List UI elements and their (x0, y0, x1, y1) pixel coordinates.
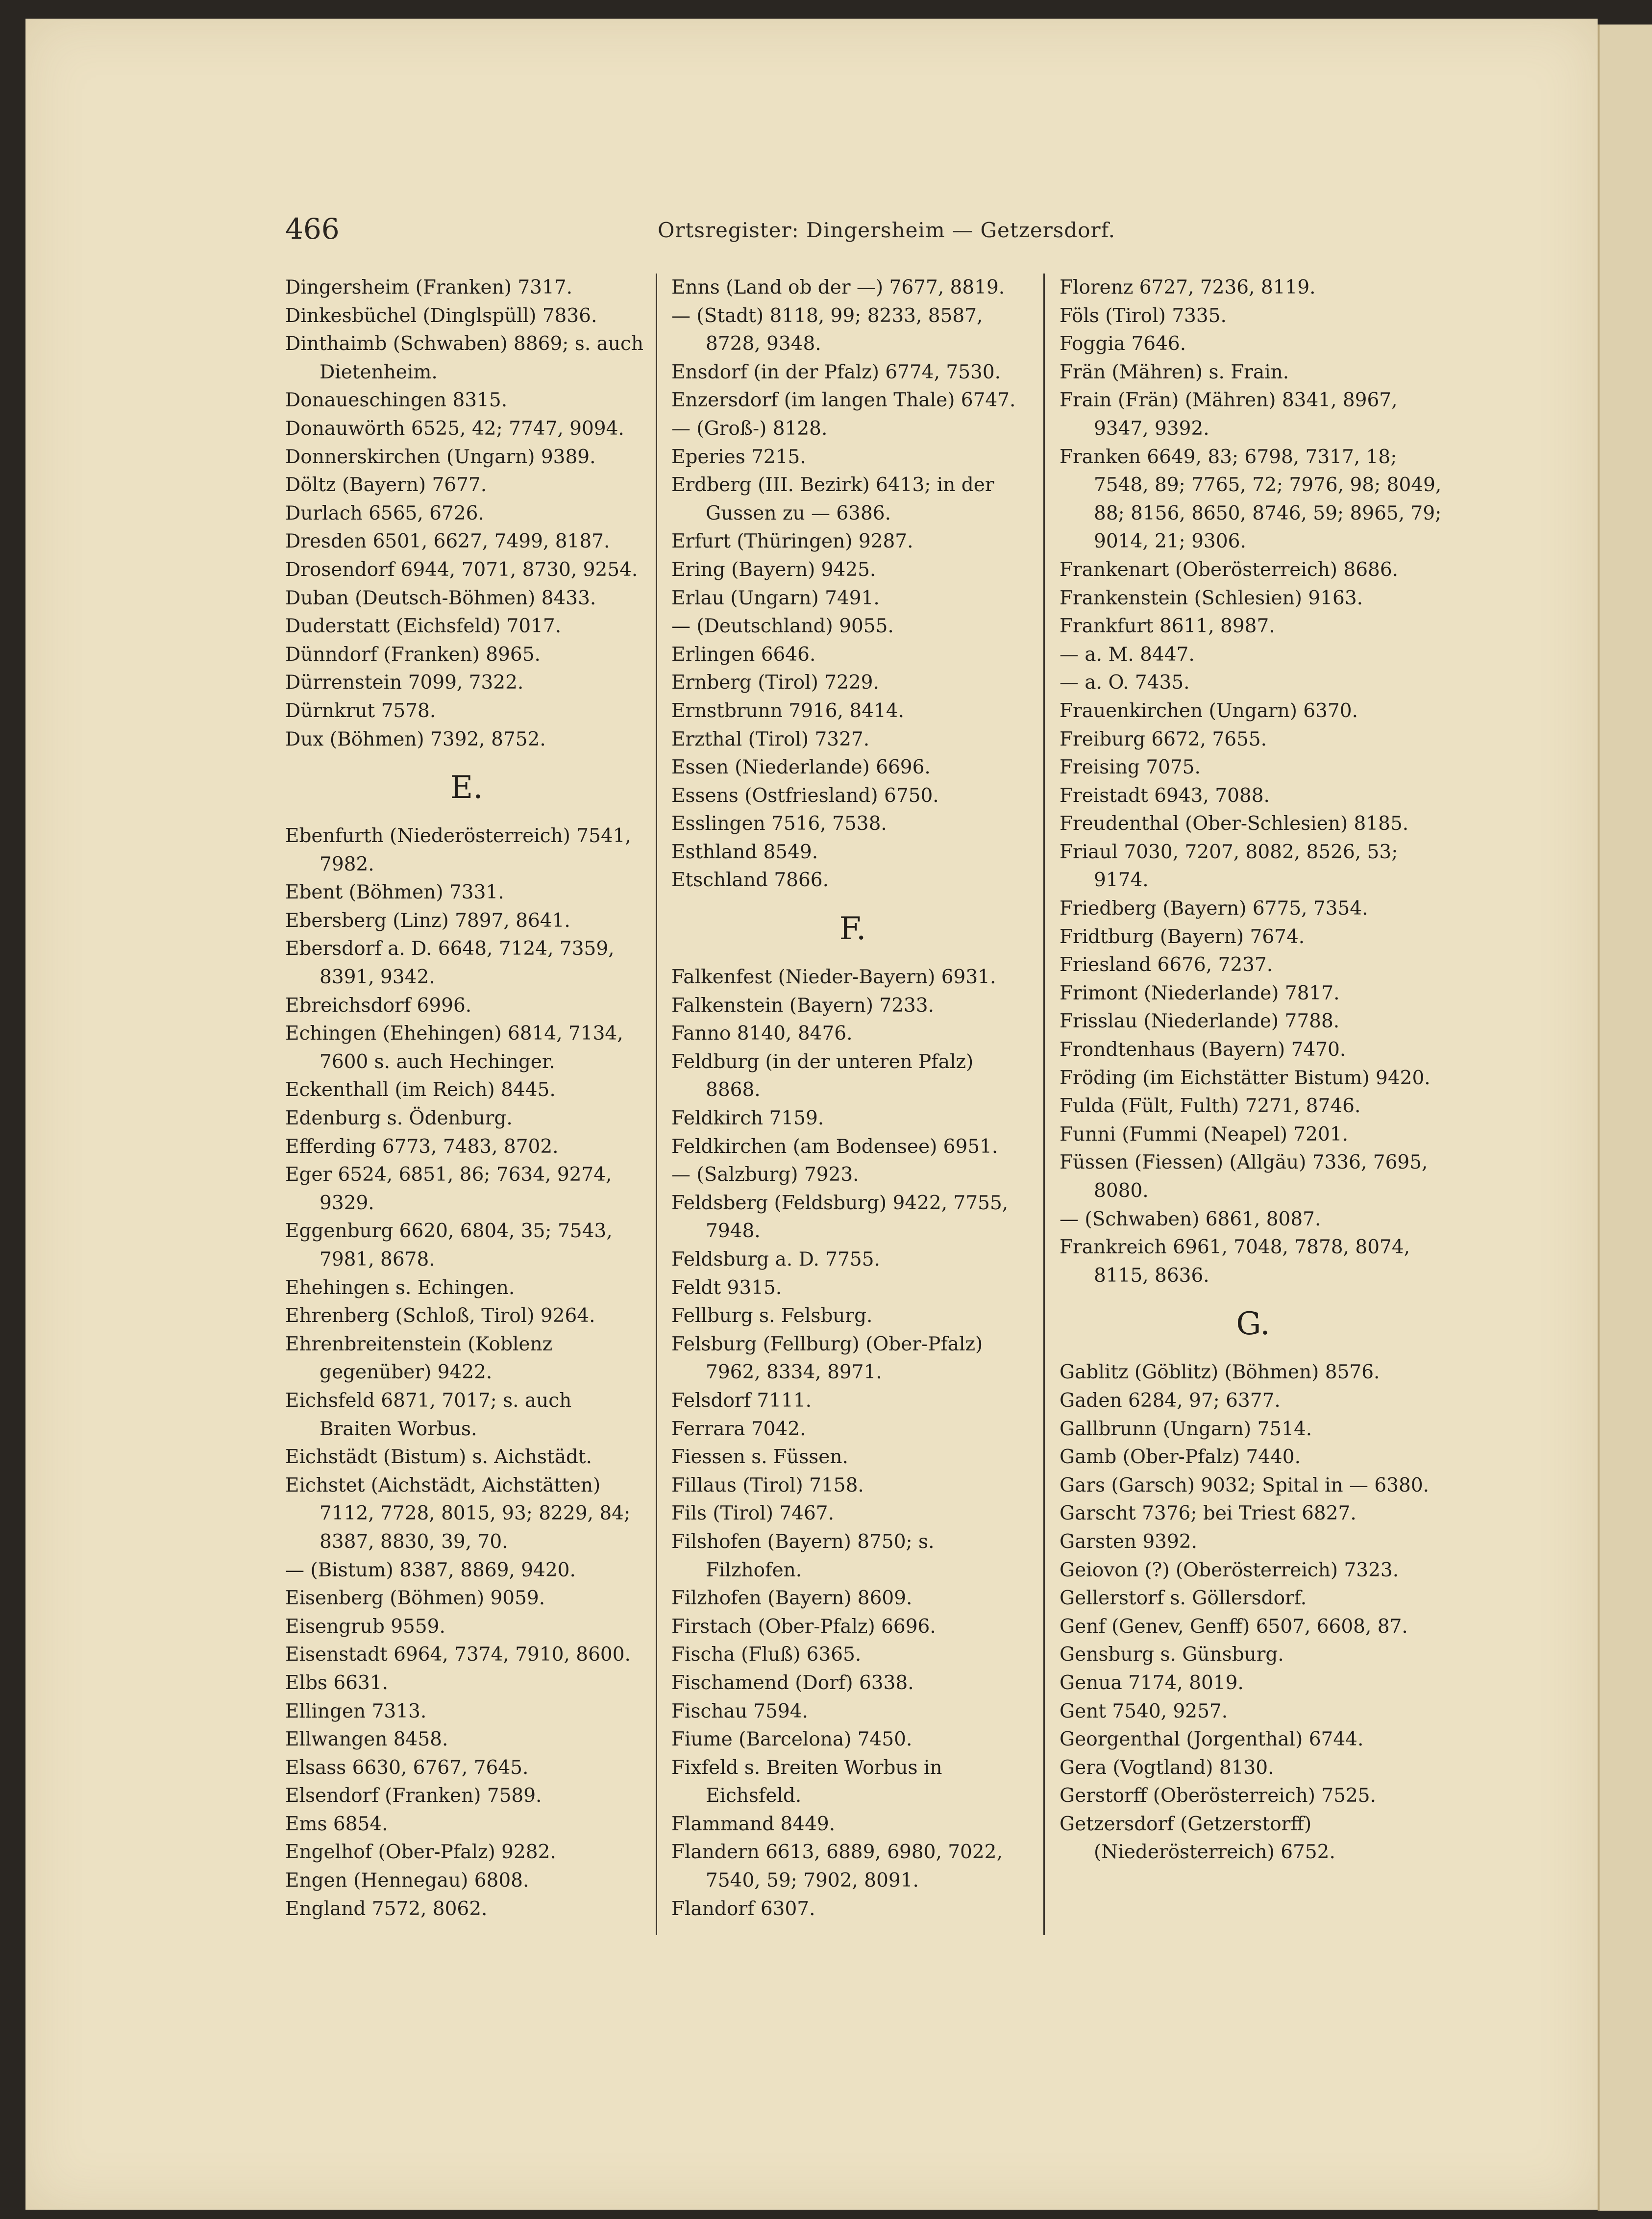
index-entry: Fischamend (Dorf) 6338. (671, 1671, 914, 1694)
index-entry: Dresden 6501, 6627, 7499, 8187. (285, 530, 610, 553)
index-entry: Eckenthall (im Reich) 8445. (285, 1079, 556, 1101)
index-entry: Erfurt (Thüringen) 9287. (671, 530, 913, 553)
adjacent-page-edge (1598, 25, 1652, 2211)
index-entry: Frankenart (Oberösterreich) 8686. (1060, 558, 1399, 581)
index-entry: Falkenfest (Nieder-Bayern) 6931. (671, 966, 996, 989)
index-entry: Felsburg (Fellburg) (Ober-Pfalz) 7962, 8334, 8971. (671, 1333, 983, 1384)
index-entry: Enzersdorf (im langen Thale) 6747. (671, 389, 1016, 412)
index-entry: Firstach (Ober-Pfalz) 6696. (671, 1615, 936, 1638)
index-entry: Getzersdorf (Getzerstorff) (Niederösterreich) 6752. (1060, 1813, 1335, 1864)
index-entry: Genua 7174, 8019. (1060, 1671, 1244, 1694)
index-entry: — (Schwaben) 6861, 8087. (1060, 1208, 1321, 1230)
index-entry: Frauenkirchen (Ungarn) 6370. (1060, 699, 1358, 722)
index-entry: Ebenfurth (Niederösterreich) 7541, 7982. (285, 825, 631, 875)
index-entry: Ebreichsdorf 6996. (285, 994, 472, 1017)
index-entry: Gera (Vogtland) 8130. (1060, 1756, 1274, 1779)
index-entry: Feldsburg a. D. 7755. (671, 1248, 880, 1271)
index-entry: Eggenburg 6620, 6804, 35; 7543, 7981, 8678. (285, 1220, 613, 1271)
index-entry: Frankreich 6961, 7048, 7878, 8074, 8115, 8636. (1060, 1236, 1410, 1287)
page-header (25, 212, 1598, 251)
index-entry: Dux (Böhmen) 7392, 8752. (285, 728, 546, 750)
index-entry: Erlau (Ungarn) 7491. (671, 587, 880, 609)
index-entry: Ems 6854. (285, 1813, 388, 1835)
index-entry: Freising 7075. (1060, 756, 1201, 779)
running-title: Ortsregister: Dingersheim — Getzersdorf. (658, 218, 1115, 242)
index-entry: Eisenberg (Böhmen) 9059. (285, 1587, 545, 1610)
index-entry: Ferrara 7042. (671, 1418, 806, 1440)
index-entry: Feldkirchen (am Bodensee) 6951. (671, 1135, 998, 1158)
index-entry: Füssen (Fiessen) (Allgäu) 7336, 7695, 8080. (1060, 1151, 1428, 1202)
index-entry: Dinkesbüchel (Dinglspüll) 7836. (285, 304, 597, 327)
column-divider (656, 274, 657, 1935)
index-entry: Elbs 6631. (285, 1671, 388, 1694)
index-entry: Ebersberg (Linz) 7897, 8641. (285, 909, 570, 932)
index-entry: Duderstatt (Eichsfeld) 7017. (285, 615, 562, 638)
index-entry: Gars (Garsch) 9032; Spital in — 6380. (1060, 1474, 1430, 1496)
index-entry: — (Groß-) 8128. (671, 417, 828, 440)
index-entry: Funni (Fummi (Neapel) 7201. (1060, 1123, 1348, 1146)
index-entry: Fils (Tirol) 7467. (671, 1502, 834, 1525)
index-entry: Garsten 9392. (1060, 1530, 1197, 1553)
index-entry: Essen (Niederlande) 6696. (671, 756, 931, 779)
section-letter-heading: G. (1236, 1306, 1270, 1343)
index-entry: Frisslau (Niederlande) 7788. (1060, 1010, 1340, 1033)
index-entry: Gent 7540, 9257. (1060, 1700, 1228, 1722)
index-entry: Georgenthal (Jorgenthal) 6744. (1060, 1728, 1364, 1751)
index-entry: Gablitz (Göblitz) (Böhmen) 8576. (1060, 1361, 1380, 1384)
index-entry: Eichsfeld 6871, 7017; s. auch Braiten Worbus. (285, 1389, 572, 1440)
index-entry: Flammand 8449. (671, 1813, 836, 1835)
index-entry: Felsdorf 7111. (671, 1389, 812, 1412)
index-entry: Fillaus (Tirol) 7158. (671, 1474, 864, 1496)
index-entry: England 7572, 8062. (285, 1897, 488, 1920)
index-entry: Fanno 8140, 8476. (671, 1022, 853, 1045)
index-entry: Gaden 6284, 97; 6377. (1060, 1389, 1281, 1412)
index-entry: Eger 6524, 6851, 86; 7634, 9274, 9329. (285, 1164, 612, 1214)
index-entry: Gallbrunn (Ungarn) 7514. (1060, 1418, 1312, 1440)
index-entry: Eisengrub 9559. (285, 1615, 445, 1638)
index-entry: Friaul 7030, 7207, 8082, 8526, 53; 9174. (1060, 841, 1398, 892)
index-entry: Franken 6649, 83; 6798, 7317, 18; 7548, 89; 7765, 72; 7976, 98; 8049, 88; 8156, 8650, 8746, 59; 8965, 79; 9014, 21; 9306. (1060, 446, 1442, 553)
index-entry: Ellingen 7313. (285, 1700, 427, 1722)
index-entry: — (Bistum) 8387, 8869, 9420. (285, 1559, 576, 1581)
index-entry: Feldsberg (Feldsburg) 9422, 7755, 7948. (671, 1192, 1009, 1243)
index-entry: Fellburg s. Felsburg. (671, 1305, 873, 1327)
index-entry: Enns (Land ob der —) 7677, 8819. (671, 276, 1005, 299)
index-entry: Florenz 6727, 7236, 8119. (1060, 276, 1316, 299)
index-entry: Fiume (Barcelona) 7450. (671, 1728, 912, 1751)
index-entry: Ebent (Böhmen) 7331. (285, 881, 504, 904)
section-letter-heading: E. (450, 770, 483, 806)
index-entry: Geiovon (?) (Oberösterreich) 7323. (1060, 1559, 1399, 1581)
index-entry: Fiessen s. Füssen. (671, 1446, 848, 1469)
index-entry: Gensburg s. Günsburg. (1060, 1644, 1284, 1666)
index-entry: Fischa (Fluß) 6365. (671, 1644, 862, 1666)
index-entry: — a. M. 8447. (1060, 643, 1195, 666)
index-entry: — (Salzburg) 7923. (671, 1164, 859, 1186)
index-entry: Friedberg (Bayern) 6775, 7354. (1060, 898, 1368, 920)
index-entry: Dünndorf (Franken) 8965. (285, 643, 541, 666)
index-entry: Ellwangen 8458. (285, 1728, 448, 1751)
index-entry: Donaueschingen 8315. (285, 389, 508, 412)
index-entry: Freiburg 6672, 7655. (1060, 728, 1267, 750)
index-entry: — (Stadt) 8118, 99; 8233, 8587, 8728, 9348. (671, 304, 983, 355)
index-entry: Elsass 6630, 6767, 7645. (285, 1756, 529, 1779)
index-entry: Eperies 7215. (671, 446, 806, 468)
index-entry: Esslingen 7516, 7538. (671, 813, 887, 835)
index-entry: Edenburg s. Ödenburg. (285, 1107, 513, 1130)
index-entry: Erdberg (III. Bezirk) 6413; in der Gussen zu — 6386. (671, 474, 994, 524)
index-entry: Döltz (Bayern) 7677. (285, 474, 487, 497)
index-entry: Erzthal (Tirol) 7327. (671, 728, 870, 750)
index-entry: Donauwörth 6525, 42; 7747, 9094. (285, 417, 624, 440)
index-entry: Erlingen 6646. (671, 643, 816, 666)
index-entry: Ehrenbreitenstein (Koblenz gegenüber) 9422. (285, 1333, 553, 1384)
index-entry: Filshofen (Bayern) 8750; s. Filzhofen. (671, 1530, 935, 1581)
index-entry: Duban (Deutsch-Böhmen) 8433. (285, 587, 596, 609)
index-entry: Eichstädt (Bistum) s. Aichstädt. (285, 1446, 592, 1469)
index-entry: Foggia 7646. (1060, 333, 1186, 355)
index-entry: Dürrenstein 7099, 7322. (285, 672, 524, 694)
index-entry: Frimont (Niederlande) 7817. (1060, 982, 1340, 1004)
index-entry: Efferding 6773, 7483, 8702. (285, 1135, 559, 1158)
index-entry: Engen (Hennegau) 6808. (285, 1870, 529, 1892)
index-entry: Donnerskirchen (Ungarn) 9389. (285, 446, 596, 468)
index-entry: Elsendorf (Franken) 7589. (285, 1785, 542, 1807)
index-entry: Friesland 6676, 7237. (1060, 954, 1273, 976)
index-entry: Frondtenhaus (Bayern) 7470. (1060, 1039, 1346, 1061)
index-entry: Durlach 6565, 6726. (285, 502, 484, 524)
column-divider (1043, 274, 1045, 1935)
index-entry: Feldburg (in der unteren Pfalz) 8868. (671, 1050, 974, 1101)
index-entry: Feldt 9315. (671, 1276, 782, 1299)
index-entry: Flandern 6613, 6889, 6980, 7022, 7540, 59; 7902, 8091. (671, 1841, 1003, 1892)
page-number: 466 (285, 212, 340, 246)
index-entry: Dürnkrut 7578. (285, 699, 436, 722)
index-entry: Flandorf 6307. (671, 1897, 815, 1920)
index-entry: Fixfeld s. Breiten Worbus in Eichsfeld. (671, 1756, 942, 1807)
index-column-3 (1060, 274, 1447, 1867)
index-entry: Freudenthal (Ober-Schlesien) 8185. (1060, 813, 1409, 835)
index-entry: Gerstorff (Oberösterreich) 7525. (1060, 1785, 1376, 1807)
index-entry: Echingen (Ehehingen) 6814, 7134, 7600 s. auch Hechinger. (285, 1022, 623, 1073)
index-entry: Eisenstadt 6964, 7374, 7910, 8600. (285, 1644, 631, 1666)
index-entry: Feldkirch 7159. (671, 1107, 824, 1130)
index-entry: Dingersheim (Franken) 7317. (285, 276, 572, 299)
index-entry: Dinthaimb (Schwaben) 8869; s. auch Dietenheim. (285, 333, 643, 383)
index-entry: Eichstet (Aichstädt, Aichstätten) 7112, 7728, 8015, 93; 8229, 84; 8387, 8830, 39, 70. (285, 1474, 631, 1553)
index-entry: Ensdorf (in der Pfalz) 6774, 7530. (671, 361, 1001, 383)
index-entry: Falkenstein (Bayern) 7233. (671, 994, 934, 1017)
index-entry: Föls (Tirol) 7335. (1060, 304, 1227, 327)
index-entry: Fridtburg (Bayern) 7674. (1060, 925, 1305, 948)
index-entry: Gamb (Ober-Pfalz) 7440. (1060, 1446, 1301, 1469)
section-letter-heading: F. (839, 911, 866, 947)
index-entry: — a. O. 7435. (1060, 672, 1190, 694)
index-column-1 (285, 274, 648, 1923)
index-entry: Freistadt 6943, 7088. (1060, 784, 1270, 807)
index-entry: Engelhof (Ober-Pfalz) 9282. (285, 1841, 556, 1864)
index-column-2 (671, 274, 1034, 1923)
index-entry: Etschland 7866. (671, 869, 829, 892)
index-entry: Ering (Bayern) 9425. (671, 558, 876, 581)
index-entry: Fröding (im Eichstätter Bistum) 9420. (1060, 1067, 1430, 1089)
index-entry: Filzhofen (Bayern) 8609. (671, 1587, 912, 1610)
book-page (25, 19, 1598, 2210)
index-entry: Frankenstein (Schlesien) 9163. (1060, 587, 1363, 609)
index-entry: Frän (Mähren) s. Frain. (1060, 361, 1289, 383)
index-entry: Frain (Frän) (Mähren) 8341, 8967, 9347, 9392. (1060, 389, 1398, 440)
index-entry: Ernberg (Tirol) 7229. (671, 672, 879, 694)
index-entry: Fulda (Fült, Fulth) 7271, 8746. (1060, 1095, 1361, 1118)
index-entry: Frankfurt 8611, 8987. (1060, 615, 1275, 638)
index-entry: Essens (Ostfriesland) 6750. (671, 784, 939, 807)
index-entry: Ehehingen s. Echingen. (285, 1276, 515, 1299)
index-entry: Ernstbrunn 7916, 8414. (671, 699, 904, 722)
index-entry: — (Deutschland) 9055. (671, 615, 894, 638)
index-entry: Esthland 8549. (671, 841, 818, 863)
index-entry: Gellerstorf s. Göllersdorf. (1060, 1587, 1307, 1610)
index-entry: Fischau 7594. (671, 1700, 808, 1722)
index-entry: Ehrenberg (Schloß, Tirol) 9264. (285, 1305, 595, 1327)
index-entry: Genf (Genev, Genff) 6507, 6608, 87. (1060, 1615, 1408, 1638)
index-entry: Garscht 7376; bei Triest 6827. (1060, 1502, 1356, 1525)
index-entry: Drosendorf 6944, 7071, 8730, 9254. (285, 558, 638, 581)
index-entry: Ebersdorf a. D. 6648, 7124, 7359, 8391, 9342. (285, 938, 615, 989)
